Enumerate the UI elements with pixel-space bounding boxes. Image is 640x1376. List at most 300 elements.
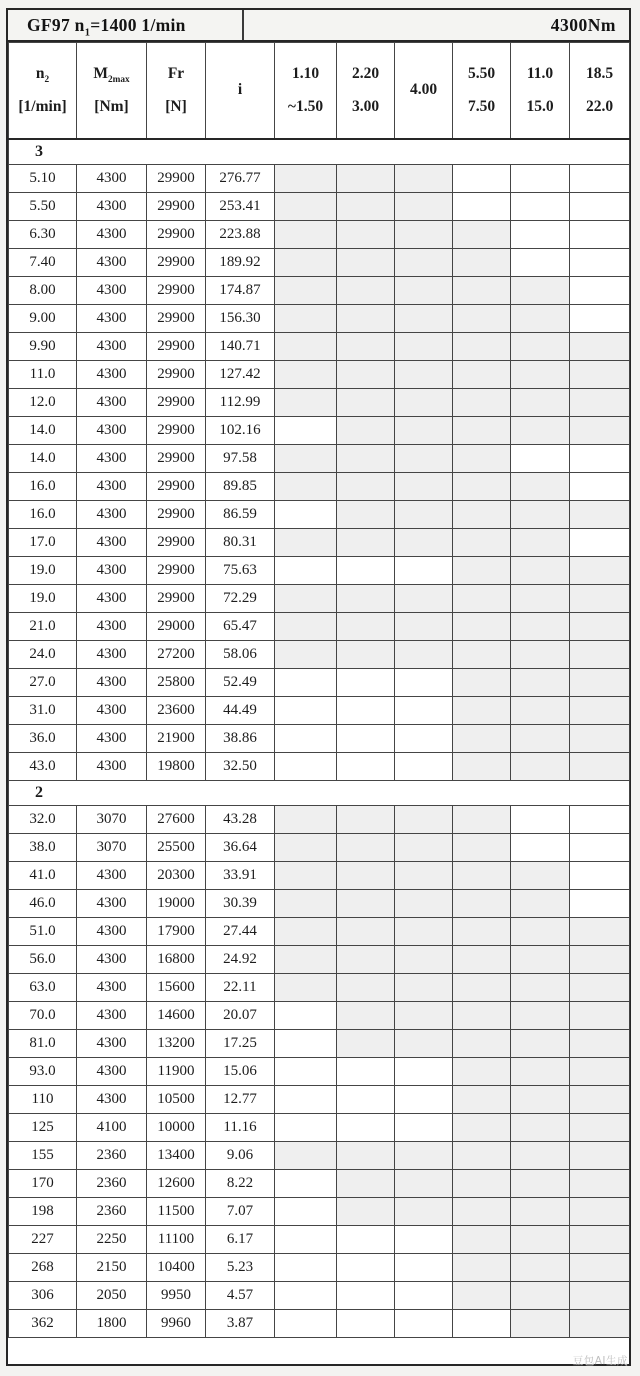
title-row [8,10,629,42]
table-row [9,221,630,249]
cell-ratio: 65.47 [206,613,275,641]
power-cell-1-available [275,473,337,501]
cell-fr: 13400 [147,1142,206,1170]
power-cell-6-empty [570,890,630,918]
power-cell-2-empty [337,1310,395,1338]
power-cell-2-available [337,1030,395,1058]
cell-ratio: 32.50 [206,753,275,781]
col-header-power-5: 11.0 15.0 [511,43,570,140]
power-cell-6-available [570,1254,630,1282]
cell-ratio: 3.87 [206,1310,275,1338]
cell-torque: 4300 [77,193,147,221]
power-cell-4-available [453,890,511,918]
cell-torque: 2050 [77,1282,147,1310]
cell-fr: 29900 [147,277,206,305]
power-cell-5-available [511,890,570,918]
power-cell-2-available [337,501,395,529]
power-cell-6-available [570,501,630,529]
section-row-3 [9,139,630,165]
cell-fr: 29900 [147,333,206,361]
power-cell-4-available [453,641,511,669]
power-cell-5-empty [511,249,570,277]
cell-n2: 32.0 [9,806,77,834]
power-cell-6-available [570,669,630,697]
power-cell-6-available [570,1114,630,1142]
cell-ratio: 5.23 [206,1254,275,1282]
cell-n2: 63.0 [9,974,77,1002]
cell-fr: 29900 [147,557,206,585]
power-cell-6-available [570,974,630,1002]
cell-torque: 4300 [77,333,147,361]
power-cell-5-available [511,1114,570,1142]
cell-n2: 11.0 [9,361,77,389]
cell-fr: 29900 [147,249,206,277]
cell-fr: 29900 [147,473,206,501]
cell-ratio: 223.88 [206,221,275,249]
cell-fr: 10500 [147,1086,206,1114]
cell-ratio: 7.07 [206,1198,275,1226]
power-cell-6-empty [570,221,630,249]
power-cell-6-available [570,1058,630,1086]
power-cell-2-available [337,862,395,890]
table-row [9,1142,630,1170]
power-cell-3-empty [395,1226,453,1254]
power-cell-1-empty [275,557,337,585]
power-cell-5-available [511,753,570,781]
table-row [9,669,630,697]
power-cell-1-available [275,806,337,834]
cell-torque: 4300 [77,641,147,669]
cell-fr: 9960 [147,1310,206,1338]
power-cell-6-available [570,753,630,781]
power-cell-4-available [453,529,511,557]
power-cell-2-available [337,1198,395,1226]
cell-fr: 11500 [147,1198,206,1226]
power-cell-5-empty [511,165,570,193]
power-cell-3-empty [395,1058,453,1086]
cell-ratio: 17.25 [206,1030,275,1058]
cell-torque: 4300 [77,862,147,890]
cell-n2: 170 [9,1170,77,1198]
cell-n2: 17.0 [9,529,77,557]
cell-n2: 38.0 [9,834,77,862]
power-cell-5-available [511,1170,570,1198]
power-cell-3-empty [395,1310,453,1338]
cell-fr: 10000 [147,1114,206,1142]
power-cell-3-available [395,918,453,946]
power-cell-2-available [337,249,395,277]
cell-torque: 4300 [77,585,147,613]
power-cell-6-available [570,557,630,585]
cell-torque: 4300 [77,725,147,753]
cell-fr: 23600 [147,697,206,725]
cell-torque: 4300 [77,697,147,725]
power-cell-1-available [275,389,337,417]
cell-ratio: 140.71 [206,333,275,361]
cell-ratio: 20.07 [206,1002,275,1030]
power-cell-6-available [570,1226,630,1254]
cell-fr: 29900 [147,389,206,417]
spec-table-body [9,43,630,1338]
cell-torque: 4300 [77,501,147,529]
cell-n2: 8.00 [9,277,77,305]
power-cell-2-available [337,473,395,501]
power-cell-5-available [511,1226,570,1254]
power-cell-6-available [570,1282,630,1310]
power-cell-4-available [453,305,511,333]
power-cell-5-available [511,333,570,361]
cell-n2: 9.90 [9,333,77,361]
power-cell-4-available [453,806,511,834]
table-row [9,165,630,193]
cell-ratio: 4.57 [206,1282,275,1310]
power-cell-4-available [453,249,511,277]
power-cell-2-empty [337,557,395,585]
cell-fr: 10400 [147,1254,206,1282]
cell-n2: 7.40 [9,249,77,277]
power-cell-1-available [275,445,337,473]
cell-ratio: 6.17 [206,1226,275,1254]
power-cell-2-empty [337,753,395,781]
table-row [9,725,630,753]
power-cell-3-available [395,1170,453,1198]
cell-fr: 25800 [147,669,206,697]
table-row [9,529,630,557]
power-cell-1-empty [275,669,337,697]
power-cell-2-empty [337,1058,395,1086]
power-cell-6-empty [570,529,630,557]
power-cell-3-empty [395,725,453,753]
cell-ratio: 276.77 [206,165,275,193]
cell-n2: 14.0 [9,445,77,473]
sheet-title [8,10,244,40]
cell-fr: 29900 [147,585,206,613]
cell-torque: 1800 [77,1310,147,1338]
power-cell-4-available [453,1142,511,1170]
table-row [9,890,630,918]
table-row [9,501,630,529]
cell-torque: 4300 [77,1086,147,1114]
power-cell-1-empty [275,1086,337,1114]
cell-fr: 11100 [147,1226,206,1254]
col-header-ratio: i [206,43,275,140]
power-cell-5-available [511,946,570,974]
table-row [9,974,630,1002]
power-cell-5-available [511,1254,570,1282]
table-row [9,585,630,613]
col-header-power-1: 1.10 ~1.50 [275,43,337,140]
power-cell-5-empty [511,834,570,862]
cell-torque: 2360 [77,1170,147,1198]
cell-fr: 15600 [147,974,206,1002]
gear-spec-sheet [6,8,631,1366]
cell-n2: 268 [9,1254,77,1282]
cell-torque: 4300 [77,529,147,557]
cell-torque: 3070 [77,806,147,834]
cell-torque: 4300 [77,1002,147,1030]
cell-torque: 4300 [77,1058,147,1086]
power-cell-5-available [511,529,570,557]
power-cell-3-empty [395,669,453,697]
power-cell-4-available [453,277,511,305]
power-cell-4-available [453,669,511,697]
section-label: 3 [9,139,630,165]
table-row [9,641,630,669]
power-cell-1-empty [275,1310,337,1338]
power-cell-1-available [275,641,337,669]
cell-fr: 29000 [147,613,206,641]
cell-torque: 4300 [77,445,147,473]
power-cell-1-empty [275,417,337,445]
power-cell-1-available [275,918,337,946]
power-cell-4-empty [453,193,511,221]
cell-torque: 4300 [77,361,147,389]
cell-n2: 43.0 [9,753,77,781]
power-cell-3-available [395,1142,453,1170]
col-header-power-6: 18.5 22.0 [570,43,630,140]
power-cell-4-available [453,697,511,725]
power-cell-5-available [511,613,570,641]
power-cell-5-available [511,417,570,445]
power-cell-1-available [275,277,337,305]
cell-torque: 4300 [77,890,147,918]
power-cell-6-empty [570,806,630,834]
cell-fr: 29900 [147,165,206,193]
section-row-2 [9,781,630,806]
power-cell-2-available [337,333,395,361]
cell-fr: 29900 [147,305,206,333]
power-cell-5-available [511,1030,570,1058]
power-cell-3-empty [395,697,453,725]
cell-ratio: 12.77 [206,1086,275,1114]
table-row [9,361,630,389]
power-cell-4-available [453,1002,511,1030]
power-cell-4-available [453,974,511,1002]
power-cell-5-empty [511,445,570,473]
power-cell-2-available [337,361,395,389]
cell-fr: 29900 [147,445,206,473]
table-row [9,277,630,305]
cell-n2: 110 [9,1086,77,1114]
cell-fr: 19000 [147,890,206,918]
cell-fr: 25500 [147,834,206,862]
power-cell-4-available [453,389,511,417]
col-header-n2: $n_2$ [1/min] [9,43,77,140]
power-cell-6-available [570,918,630,946]
cell-torque: 4300 [77,669,147,697]
cell-n2: 93.0 [9,1058,77,1086]
power-cell-4-available [453,557,511,585]
cell-n2: 21.0 [9,613,77,641]
col-header-power-3: 4.00 [395,43,453,140]
cell-fr: 17900 [147,918,206,946]
cell-fr: 29900 [147,221,206,249]
cell-fr: 29900 [147,529,206,557]
table-row [9,389,630,417]
power-cell-1-empty [275,1114,337,1142]
table-row [9,305,630,333]
cell-torque: 3070 [77,834,147,862]
power-cell-6-available [570,697,630,725]
power-cell-4-available [453,585,511,613]
power-cell-4-available [453,473,511,501]
table-row [9,1086,630,1114]
power-cell-4-available [453,221,511,249]
cell-ratio: 112.99 [206,389,275,417]
section-label: 2 [9,781,630,806]
cell-torque: 4300 [77,417,147,445]
cell-ratio: 43.28 [206,806,275,834]
power-cell-3-available [395,862,453,890]
cell-ratio: 58.06 [206,641,275,669]
cell-torque: 4300 [77,1030,147,1058]
power-cell-3-available [395,1198,453,1226]
power-cell-6-empty [570,249,630,277]
cell-ratio: 72.29 [206,585,275,613]
power-cell-6-empty [570,277,630,305]
power-cell-6-empty [570,305,630,333]
power-cell-4-available [453,361,511,389]
cell-fr: 27600 [147,806,206,834]
power-cell-2-available [337,193,395,221]
power-cell-4-available [453,1114,511,1142]
power-cell-1-available [275,613,337,641]
cell-fr: 16800 [147,946,206,974]
power-cell-3-empty [395,753,453,781]
col-header-m2max: $M_{2max}$ [Nm] [77,43,147,140]
power-cell-5-available [511,1310,570,1338]
cell-ratio: 24.92 [206,946,275,974]
power-cell-3-available [395,1002,453,1030]
cell-torque: 4300 [77,221,147,249]
cell-torque: 2360 [77,1198,147,1226]
power-cell-3-available [395,501,453,529]
power-cell-2-available [337,1002,395,1030]
cell-ratio: 30.39 [206,890,275,918]
power-cell-1-empty [275,501,337,529]
power-cell-5-available [511,974,570,1002]
cell-ratio: 22.11 [206,974,275,1002]
power-cell-4-available [453,1198,511,1226]
power-cell-2-available [337,417,395,445]
cell-ratio: 97.58 [206,445,275,473]
cell-n2: 19.0 [9,557,77,585]
power-cell-6-available [570,1142,630,1170]
cell-ratio: 102.16 [206,417,275,445]
power-cell-3-available [395,834,453,862]
power-cell-1-empty [275,1282,337,1310]
power-cell-5-available [511,1198,570,1226]
power-cell-5-available [511,1058,570,1086]
power-cell-1-available [275,974,337,1002]
table-row [9,1058,630,1086]
cell-n2: 16.0 [9,501,77,529]
power-cell-5-available [511,361,570,389]
power-cell-3-available [395,417,453,445]
power-cell-3-available [395,473,453,501]
cell-ratio: 15.06 [206,1058,275,1086]
cell-torque: 4300 [77,165,147,193]
table-row [9,1282,630,1310]
power-cell-4-available [453,862,511,890]
power-cell-5-available [511,862,570,890]
table-row [9,417,630,445]
power-cell-6-available [570,1030,630,1058]
power-cell-1-empty [275,1030,337,1058]
power-cell-4-available [453,1254,511,1282]
power-cell-1-empty [275,753,337,781]
power-cell-4-available [453,417,511,445]
table-row [9,1114,630,1142]
title-model-speed: GF97 $n_1=1400$ 1/min [27,14,186,38]
cell-torque: 4300 [77,305,147,333]
cell-n2: 27.0 [9,669,77,697]
power-cell-6-available [570,585,630,613]
power-cell-4-available [453,1282,511,1310]
power-cell-5-available [511,725,570,753]
cell-torque: 2150 [77,1254,147,1282]
cell-n2: 306 [9,1282,77,1310]
power-cell-6-available [570,613,630,641]
col-header-fr: Fr [N] [147,43,206,140]
cell-ratio: 9.06 [206,1142,275,1170]
cell-torque: 4300 [77,249,147,277]
power-cell-3-available [395,806,453,834]
power-cell-6-available [570,946,630,974]
power-cell-3-available [395,974,453,1002]
cell-ratio: 38.86 [206,725,275,753]
table-row [9,806,630,834]
power-cell-3-available [395,249,453,277]
table-row [9,753,630,781]
power-cell-1-available [275,529,337,557]
power-cell-6-empty [570,165,630,193]
power-cell-2-available [337,834,395,862]
col-header-power-4: 5.50 7.50 [453,43,511,140]
cell-ratio: 253.41 [206,193,275,221]
power-cell-3-available [395,361,453,389]
ai-watermark: 豆包AI生成 [572,1355,628,1367]
power-cell-1-empty [275,697,337,725]
cell-fr: 14600 [147,1002,206,1030]
cell-n2: 81.0 [9,1030,77,1058]
power-cell-2-available [337,1170,395,1198]
table-row [9,445,630,473]
power-cell-1-empty [275,1226,337,1254]
power-cell-6-empty [570,473,630,501]
power-cell-5-available [511,501,570,529]
power-cell-1-available [275,1142,337,1170]
power-cell-3-available [395,445,453,473]
power-cell-1-empty [275,1198,337,1226]
cell-ratio: 80.31 [206,529,275,557]
table-row [9,473,630,501]
cell-torque: 4300 [77,557,147,585]
table-row [9,1310,630,1338]
power-cell-2-empty [337,697,395,725]
power-cell-2-available [337,585,395,613]
power-cell-2-available [337,641,395,669]
power-cell-1-available [275,165,337,193]
cell-torque: 4300 [77,946,147,974]
table-row [9,613,630,641]
cell-n2: 36.0 [9,725,77,753]
power-cell-3-available [395,165,453,193]
power-cell-3-empty [395,557,453,585]
power-cell-4-available [453,1226,511,1254]
table-row [9,1030,630,1058]
power-cell-6-available [570,333,630,361]
